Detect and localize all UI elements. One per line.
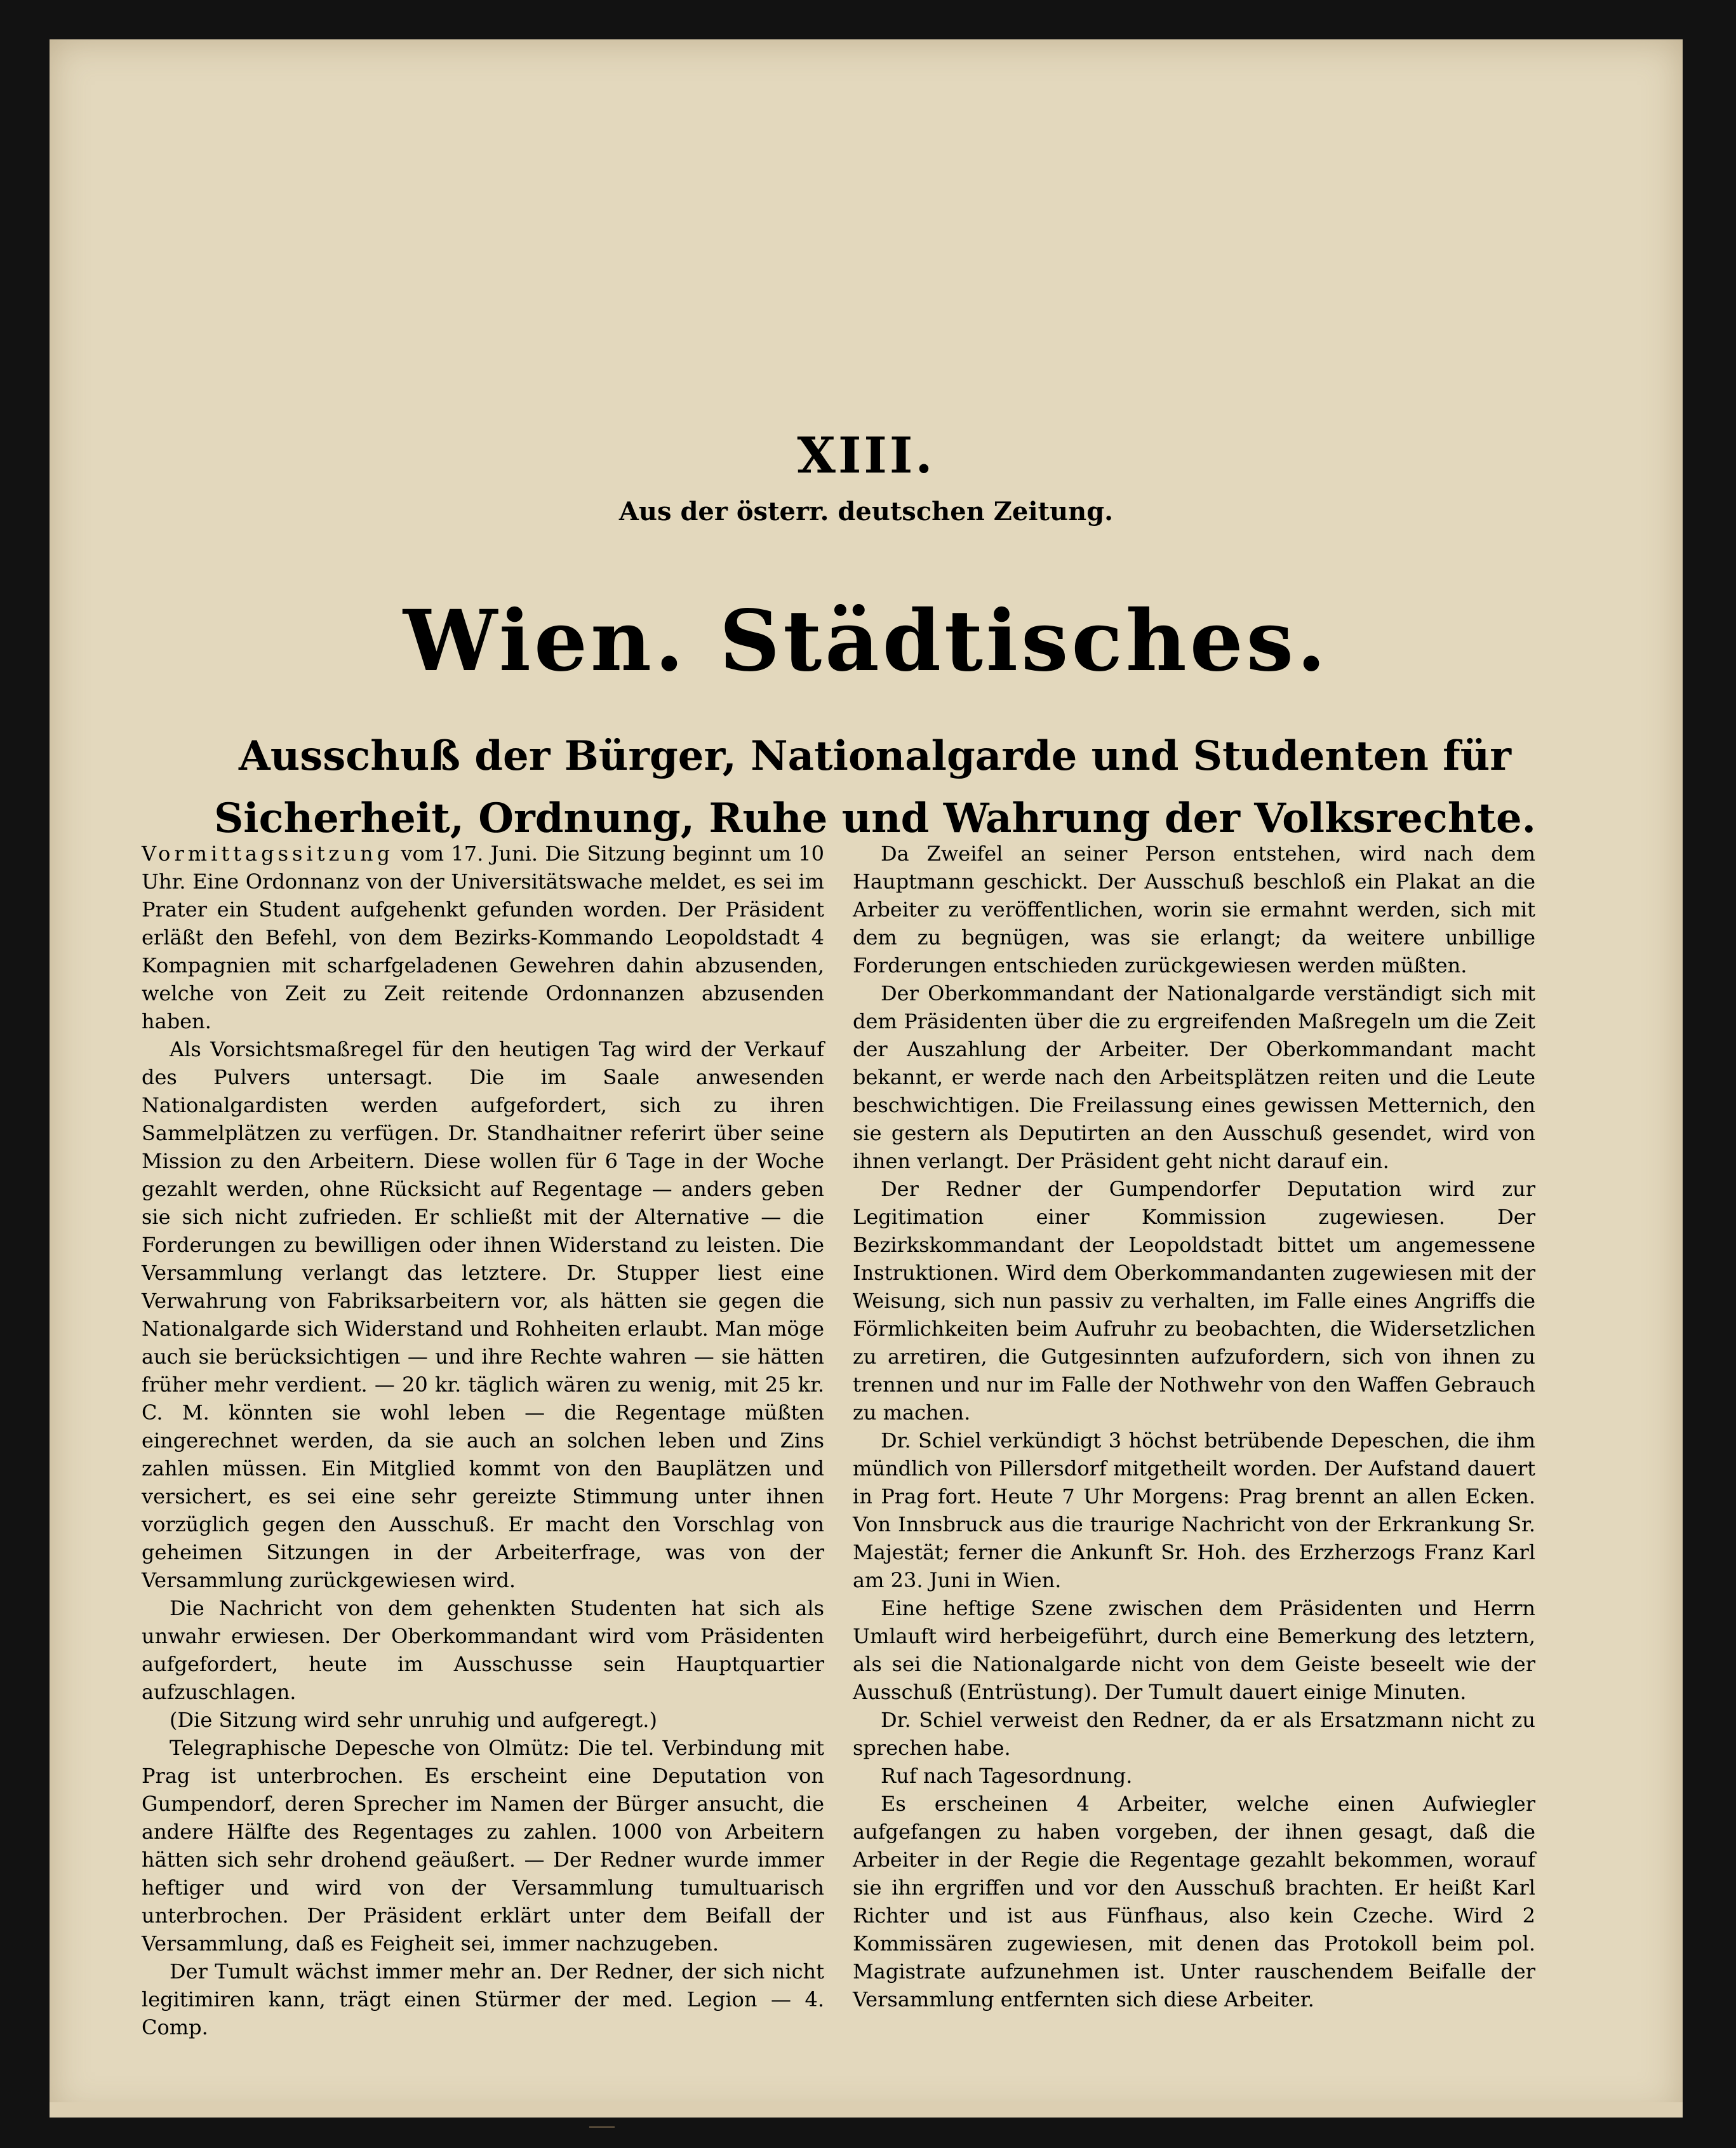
paragraph-lead: Vormittagssitzung bbox=[142, 842, 394, 866]
paragraph: Der Redner der Gumpendorfer Deputation wird zur Legitimation einer Kommission zugewiesen. Der Bezirkskommandant der Leopoldstadt bittet um angemessene Instruktionen. Wird dem Oberkommandanten zugewiesen mit der Weisung, sich nun passiv zu verhalten, im Falle eines Angriffs die Förmlichkeiten beim Aufruhr zu beobachten, die Widersetzlichen zu arretiren, die Gutgesinnten aufzufordern, sich von ihnen zu trennen und nur im Falle der Nothwehr von den Waffen Gebrauch zu machen. bbox=[853, 1177, 1535, 1425]
page-content bbox=[50, 39, 1683, 2118]
left-column bbox=[142, 840, 824, 2041]
paragraph: Der Oberkommandant der Nationalgarde verständigt sich mit dem Präsidenten über die zu ergreifenden Maßregeln um die Zeit der Auszahlung der Arbeiter. Der Oberkommandant macht bekannt, er werde nach den Arbeitsplätzen reiten und die Leute beschwichtigen. Die Freilassung eines gewissen Metternich, den sie gestern als Deputirten an den Ausschuß gesendet, wird von ihnen verlangt. Der Präsident geht nicht darauf ein. bbox=[853, 981, 1535, 1173]
paragraph: (Die Sitzung wird sehr unruhig und aufgeregt.) bbox=[170, 1708, 657, 1732]
paragraph: Da Zweifel an seiner Person entstehen, wird nach dem Hauptmann geschickt. Der Ausschuß beschloß ein Plakat an die Arbeiter zu veröffentlichen, worin sie ermahnt werden, sich mit dem zu begnügen, was sie erlangt; da weitere unbillige Forderungen entschieden zurückgewiesen werden müßten. bbox=[853, 842, 1535, 977]
paragraph-text: vom 17. Juni. Die Sitzung beginnt um 10 Uhr. Eine Ordonnanz von der Universitätswache meldet, es sei im Prater ein Student aufgehenkt gefunden worden. Der Präsident erläßt den Befehl, von dem Bezirks-Kommando Leopoldstadt 4 Kompagnien mit scharfgeladenen Gewehren dahin abzusenden, welche von Zeit zu Zeit reitende Ordonnanzen abzusenden haben. bbox=[142, 842, 824, 1033]
paragraph: Dr. Schiel verkündigt 3 höchst betrübende Depeschen, die ihm mündlich von Pillersdorf mitgetheilt worden. Der Aufstand dauert in Prag fort. Heute 7 Uhr Morgens: Prag brennt an allen Ecken. Von Innsbruck aus die traurige Nachricht von der Erkrankung Sr. Majestät; ferner die Ankunft Sr. Hoh. des Erzherzogs Franz Karl am 23. Juni in Wien. bbox=[853, 1428, 1535, 1592]
issue-number: XIII. bbox=[797, 427, 935, 485]
paragraph: Ruf nach Tagesordnung. bbox=[881, 1764, 1133, 1788]
paragraph: Es erscheinen 4 Arbeiter, welche einen Aufwiegler aufgefangen zu haben vorgeben, der ihnen gesagt, daß die Arbeiter in der Regie die Regentage gezahlt bekommen, worauf sie ihn ergriffen und vor den Ausschuß brachten. Er heißt Karl Richter und ist aus Fünfhaus, also kein Czeche. Wird 2 Kommissären zugewiesen, mit denen das Protokoll beim pol. Magistrate aufzunehmen ist. Unter rauschendem Beifalle der Versammlung entfernten sich diese Arbeiter. bbox=[853, 1792, 1535, 2011]
paragraph bbox=[142, 840, 824, 1035]
right-column bbox=[853, 840, 1535, 2013]
paragraph: Eine heftige Szene zwischen dem Präsidenten und Herrn Umlauft wird herbeigeführt, durch eine Bemerkung des letztern, als sei die Nationalgarde nicht von dem Geiste beseelt wie der Ausschuß (Entrüstung). Der Tumult dauert einige Minuten. bbox=[853, 1596, 1535, 1704]
headline: Wien. Städtisches. bbox=[403, 592, 1330, 690]
subheadline: Ausschuß der Bürger, Nationalgarde und Studenten für Sicherheit, Ordnung, Ruhe und Wahrung der Volksrechte. bbox=[214, 732, 1536, 842]
paragraph: Der Tumult wächst immer mehr an. Der Redner, der sich nicht legitimiren kann, trägt einen Stürmer der med. Legion — 4. Comp. bbox=[142, 1959, 824, 2039]
paragraph: Telegraphische Depesche von Olmütz: Die tel. Verbindung mit Prag ist unterbrochen. Es erscheint eine Deputation von Gumpendorf, deren Sprecher im Namen der Bürger ansucht, die andere Hälfte des Regentages zu zahlen. 1000 von Arbeitern hätten sich sehr drohend geäußert. — Der Redner wurde immer heftiger und wird von der Versammlung tumultuarisch unterbrochen. Der Präsident erklärt unter dem Beifall der Versammlung, daß es Feigheit sei, immer nachzugeben. bbox=[142, 1736, 824, 1956]
paragraph: Dr. Schiel verweist den Redner, da er als Ersatzmann nicht zu sprechen habe. bbox=[853, 1708, 1535, 1760]
paragraph: Die Nachricht von dem gehenkten Studenten hat sich als unwahr erwiesen. Der Oberkommandant wird vom Präsidenten aufgefordert, heute im Ausschusse sein Hauptquartier aufzuschlagen. bbox=[142, 1596, 824, 1704]
paragraph: Als Vorsichtsmaßregel für den heutigen Tag wird der Verkauf des Pulvers untersagt. Die im Saale anwesenden Nationalgardisten werden aufgefordert, sich zu ihren Sammelplätzen zu verfügen. Dr. Standhaitner referirt über seine Mission zu den Arbeitern. Diese wollen für 6 Tage in der Woche gezahlt werden, ohne Rücksicht auf Regentage — anders geben sie sich nicht zufrieden. Er schließt mit der Alternative — die Forderungen zu bewilligen oder ihnen Widerstand zu leisten. Die Versammlung verlangt das letztere. Dr. Stupper liest eine Verwahrung von Fabriksarbeitern vor, als hätten sie gegen die Nationalgarde sich Widerstand und Rohheiten erlaubt. Man möge auch sie berücksichtigen — und ihre Rechte wahren — sie hätten früher mehr verdient. — 20 kr. täglich wären zu wenig, mit 25 kr. C. M. könnten sie wohl leben — die Regentage müßten eingerechnet werden, da sie auch an solchen leben und Zins zahlen müssen. Ein Mitglied kommt von den Bauplätzen und versichert, es sei eine sehr gereizte Stimmung unter ihnen vorzüglich gegen den Ausschuß. Er macht den Vorschlag von geheimen Sitzungen in der Arbeiterfrage, was von der Versammlung zurückgewiesen wird. bbox=[142, 1037, 824, 1592]
footer-rule bbox=[589, 2126, 615, 2128]
source-line: Aus der österr. deutschen Zeitung. bbox=[618, 497, 1114, 527]
